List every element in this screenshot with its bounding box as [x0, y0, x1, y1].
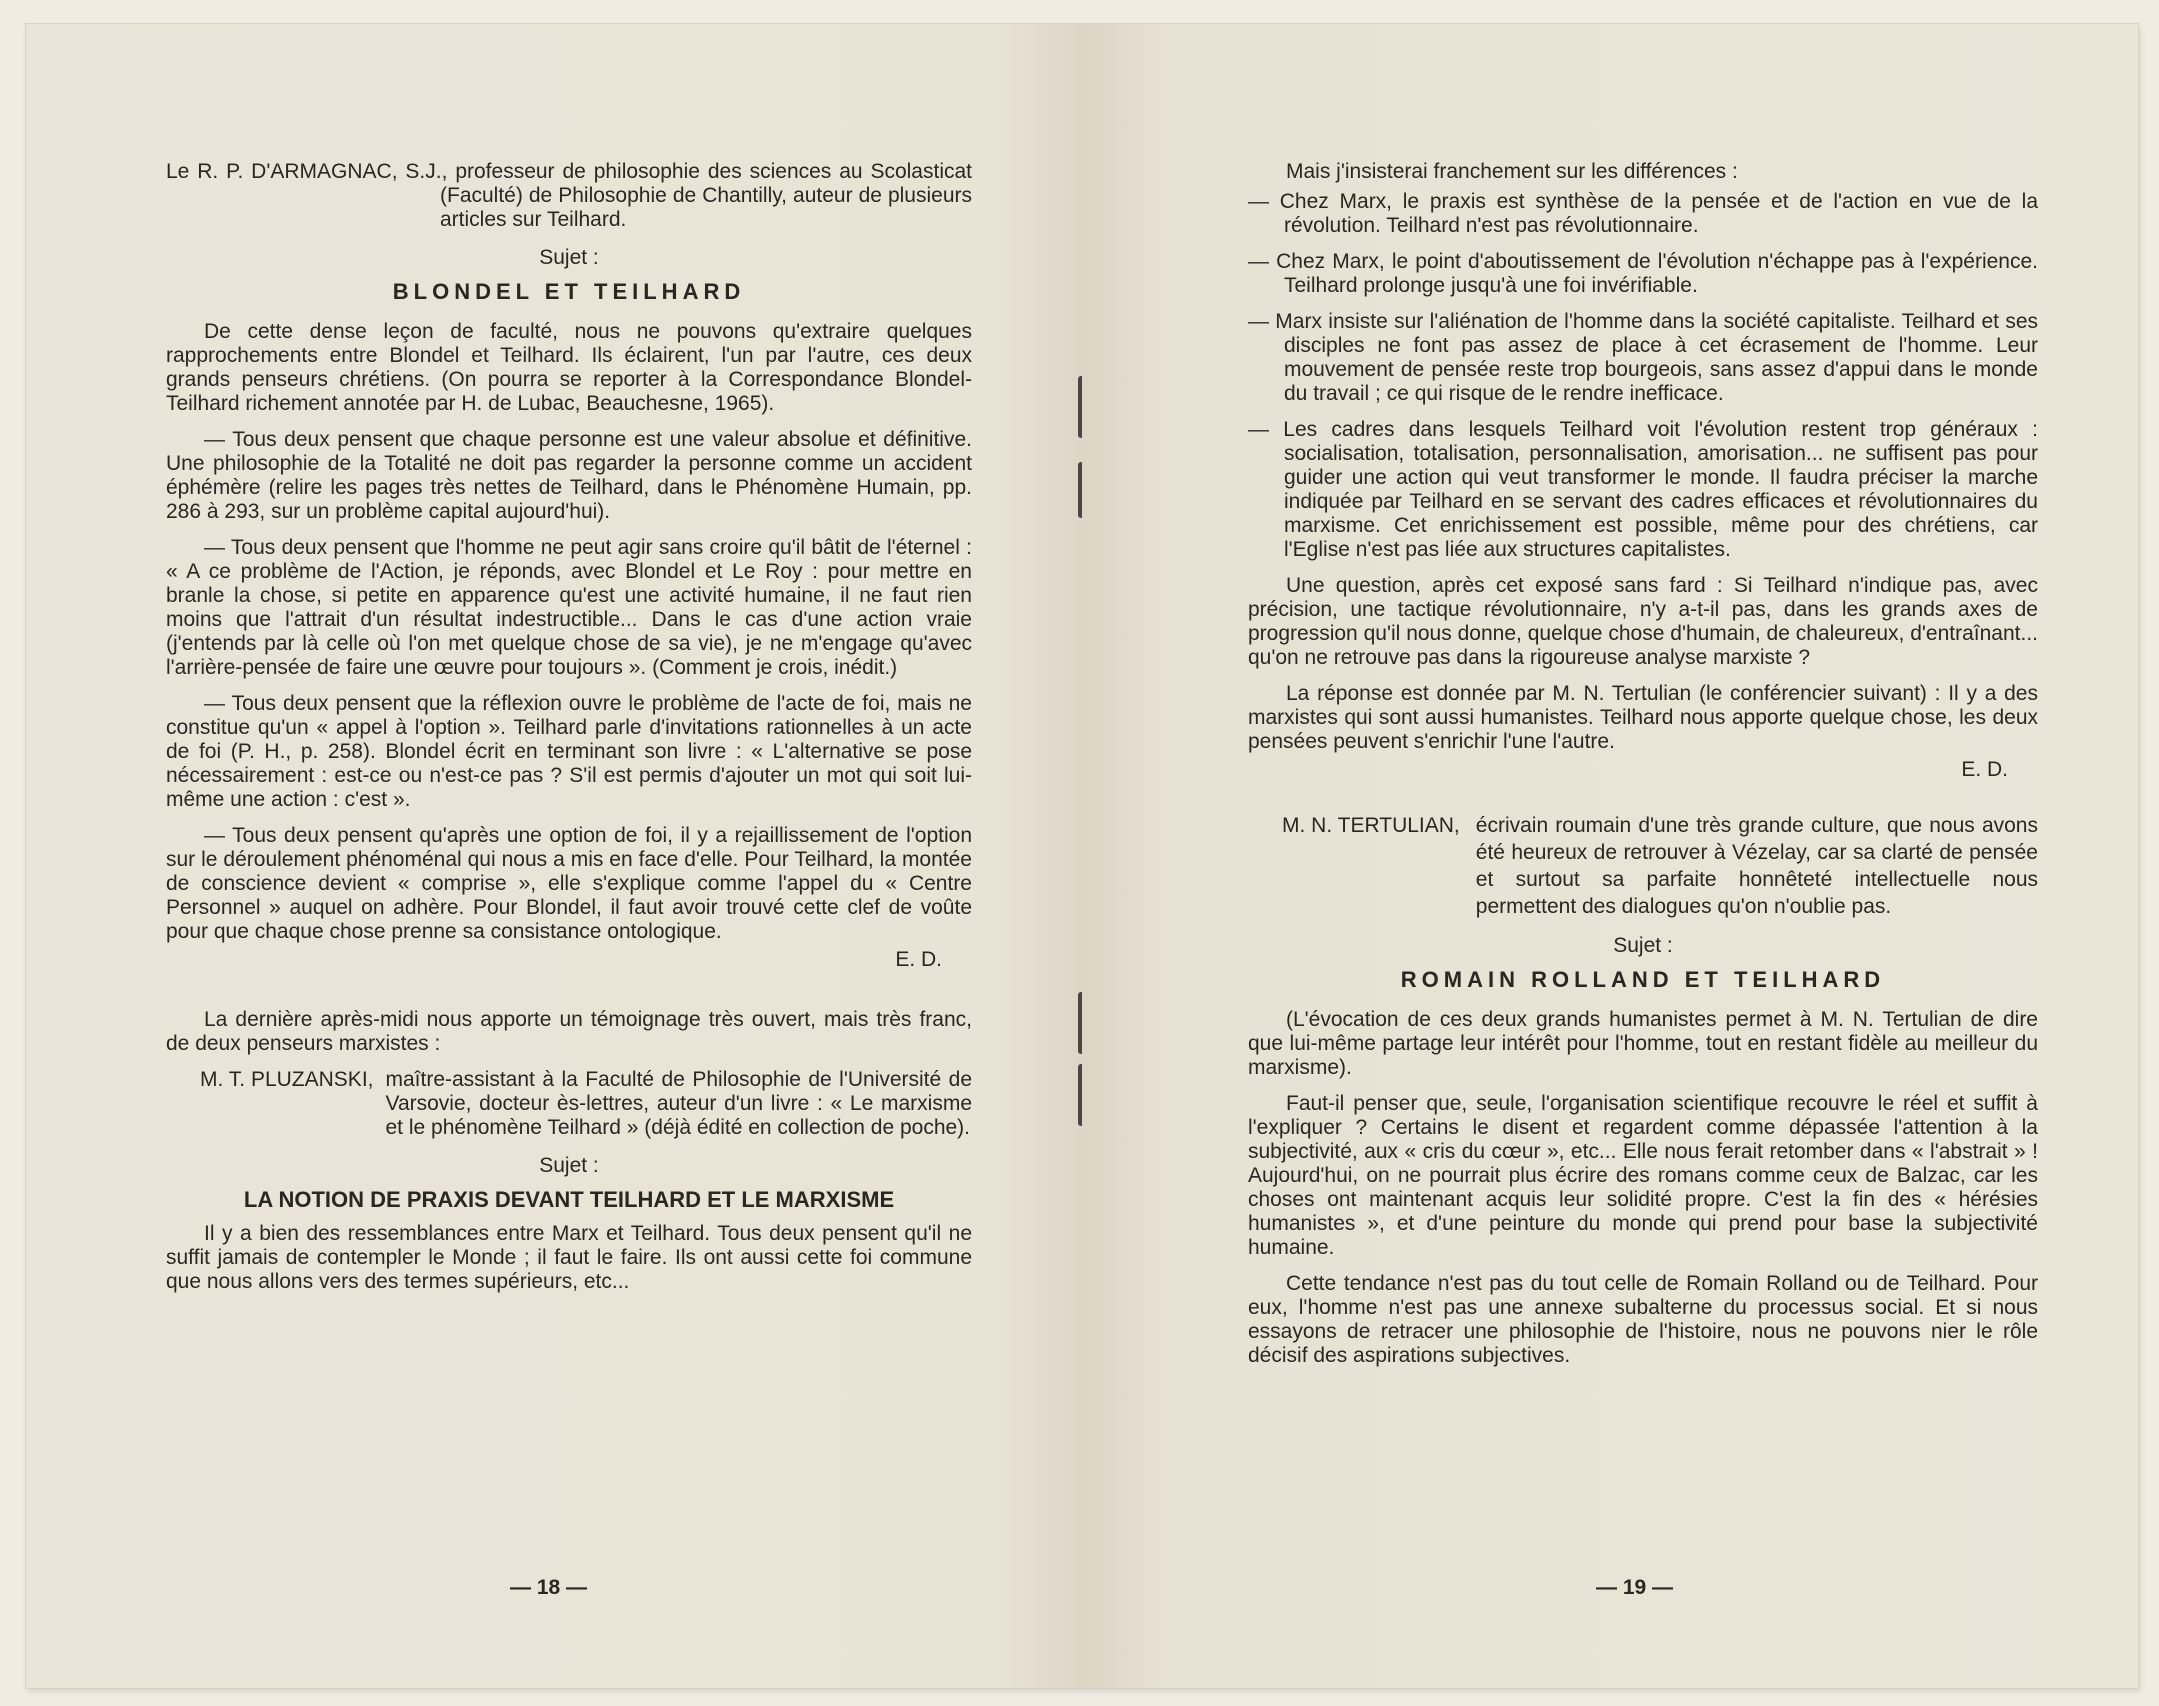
page-number: — 18 — — [510, 1576, 588, 1599]
author-description: écrivain roumain d'une très grande culture, que nous avons été heureux de retrouver à Vézelay, car sa clarté de pensée et surtout sa parfaite honnêteté intellectuelle nous permettent des dialogues qu'on n'oublie pas. — [1475, 814, 2038, 918]
author-darmagnac — [166, 160, 972, 232]
paragraph: La dernière après-midi nous apporte un témoignage très ouvert, mais très franc, de deux penseurs marxistes : — [166, 1008, 972, 1055]
page-left — [26, 24, 1082, 1688]
section-title-blondel: BLONDEL ET TEILHARD — [392, 279, 746, 304]
paragraph: — Tous deux pensent que la réflexion ouvre le problème de l'acte de foi, mais ne constitue qu'un « appel à l'option ». Teilhard parle d'invitations rationnelles à un acte de foi (P. H., p. 258). Blondel écrit en terminant son livre : « L'alternative se pose nécessairement : est-ce ou n'est-ce pas ? S'il est permis d'ajouter un mot qui soit lui-même une action : c'est ». — [166, 692, 972, 811]
paragraph: Mais j'insisterai franchement sur les différences : — [1286, 160, 1738, 183]
difference-item: — Les cadres dans lesquels Teilhard voit l'évolution restent trop généraux : socialisation, totalisation, personnalisation, amorisation... ne suffisent pas pour guider une action qui veut transformer le monde. Il faudra préciser la marche indiquée par Teilhard en se servant des cadres efficaces et révolutionnaires du marxisme. Cet enrichissement est possible, même pour des chrétiens, car l'Eglise n'est pas liée aux structures capitalistes. — [1248, 418, 2038, 561]
paragraph: Cette tendance n'est pas du tout celle de Romain Rolland ou de Teilhard. Pour eux, l'homme n'est pas une annexe subalterne du processus social. Et si nous essayons de retracer une philosophie de l'histoire, nous ne pouvons nier le rôle décisif des aspirations subjectives. — [1248, 1272, 2038, 1367]
paragraph: — Tous deux pensent que chaque personne est une valeur absolue et définitive. Une philosophie de la Totalité ne doit pas regarder la personne comme un accident éphémère (relire les pages très nettes de Teilhard, dans le Phénomène Humain, pp. 286 à 293, sur un problème capital aujourd'hui). — [166, 428, 972, 523]
author-pluzanski — [200, 1068, 972, 1140]
paragraph: Une question, après cet exposé sans fard : Si Teilhard n'indique pas, avec précision, une tactique révolutionnaire, n'y a-t-il pas, dans les grands axes de progression qu'il nous donne, quelque chose d'humain, de chaleureux, d'entraînant... qu'on ne retrouve pas dans la rigoureuse analyse marxiste ? — [1248, 574, 2038, 669]
paragraph: La réponse est donnée par M. N. Tertulian (le conférencier suivant) : Il y a des marxistes qui sont aussi humanistes. Teilhard nous apporte quelque chose, les deux pensées peuvent s'enrichir l'une l'autre. — [1248, 682, 2038, 753]
difference-item: — Chez Marx, le praxis est synthèse de la pensée et de l'action en vue de la révolution. Teilhard n'est pas révolutionnaire. — [1248, 190, 2038, 237]
paragraph: De cette dense leçon de faculté, nous ne pouvons qu'extraire quelques rapprochements entre Blondel et Teilhard. Ils éclairent, l'un par l'autre, ces deux grands penseurs chrétiens. (On pourra se reporter à la Correspondance Blondel-Teilhard richement annotée par H. de Lubac, Beauchesne, 1965). — [166, 320, 972, 415]
left-column — [166, 160, 972, 1306]
author-name: M. T. PLUZANSKI, — [200, 1068, 374, 1091]
section-title-rolland: ROMAIN ROLLAND ET TEILHARD — [1400, 967, 1886, 992]
author-darmagnac-text: Le R. P. D'ARMAGNAC, S.J., professeur de philosophie des sciences au Scolasticat (Faculté) de Philosophie de Chantilly, auteur de plusieurs articles sur Teilhard. — [166, 160, 972, 231]
paragraph: — Tous deux pensent que l'homme ne peut agir sans croire qu'il bâtit de l'éternel : « A ce problème de l'Action, je réponds, avec Blondel et Le Roy : pour mettre en branle la chose, si petite en apparence qu'est une activité humaine, il ne faut rien moins que l'attrait d'un résultat indestructible... Dans le cas d'une action vraie (j'entends par là celle où l'on met quelque chose de sa vie), je ne m'engage qu'avec l'arrière-pensée de faire une œuvre pour toujours ». (Comment je crois, inédit.) — [166, 536, 972, 679]
sujet-label-3: Sujet : — [1613, 934, 1673, 957]
page-number: — 19 — — [1596, 1576, 1674, 1599]
author-tertulian — [1282, 812, 2038, 920]
author-name: M. N. TERTULIAN, — [1282, 814, 1460, 837]
paragraph: (L'évocation de ces deux grands humanistes permet à M. N. Tertulian de dire que lui-même partage leur intérêt pour l'homme, tout en restant fidèle au meilleur du marxisme). — [1248, 1008, 2038, 1079]
signature-ed: E. D. — [895, 948, 942, 971]
paragraph: Faut-il penser que, seule, l'organisation scientifique recouvre le réel et suffit à l'expliquer ? Certains le disent et regardent comme dépassée l'attention à la subjectivité, aux « cris du cœur », etc... Elle nous ferait retomber dans « l'abstrait » ! Aujourd'hui, on ne pourrait plus écrire des romans comme ceux de Balzac, car les choses ont maintenant acquis leur solidité propre. C'est la fin des « hérésies humanistes », et d'une peinture du monde qui prend pour base la subjectivité humaine. — [1248, 1092, 2038, 1259]
section-title-praxis: LA NOTION DE PRAXIS DEVANT TEILHARD ET LE MARXISME — [243, 1187, 895, 1212]
sujet-label-2: Sujet : — [539, 1154, 599, 1177]
paragraph: Il y a bien des ressemblances entre Marx et Teilhard. Tous deux pensent qu'il ne suffit jamais de contempler le Monde ; il faut le faire. Ils ont aussi cette foi commune que nous allons vers des termes supérieurs, etc... — [166, 1222, 972, 1293]
sujet-label-1: Sujet : — [539, 246, 599, 269]
page-right — [1082, 24, 2138, 1688]
author-description: maître-assistant à la Faculté de Philosophie de l'Université de Varsovie, docteur ès-lettres, auteur d'un livre : « Le marxisme et le phénomène Teilhard » (déjà édité en collection de poche). — [385, 1068, 972, 1139]
booklet-spread — [26, 24, 2138, 1688]
right-column — [1248, 160, 2038, 1380]
difference-item: — Marx insiste sur l'aliénation de l'homme dans la société capitaliste. Teilhard et ses disciples ne font pas assez de place à cet écrasement de l'homme. Leur mouvement de pensée reste trop bourgeois, sans assez d'appui dans le monde du travail ; ce qui risque de le rendre inefficace. — [1248, 310, 2038, 405]
signature-ed: E. D. — [1961, 758, 2008, 781]
paragraph: — Tous deux pensent qu'après une option de foi, il y a rejaillissement de l'option sur le déroulement phénoménal qui nous a mis en face d'elle. Pour Teilhard, la montée de conscience devient « comprise », elle s'explique comme l'appel du « Centre Personnel » auquel on adhère. Pour Blondel, il faut avoir trouvé cette clef de voûte pour que chaque chose prenne sa consistance ontologique. — [166, 824, 972, 943]
difference-item: — Chez Marx, le point d'aboutissement de l'évolution n'échappe pas à l'expérience. Teilhard prolonge jusqu'à une foi invérifiable. — [1248, 250, 2038, 297]
